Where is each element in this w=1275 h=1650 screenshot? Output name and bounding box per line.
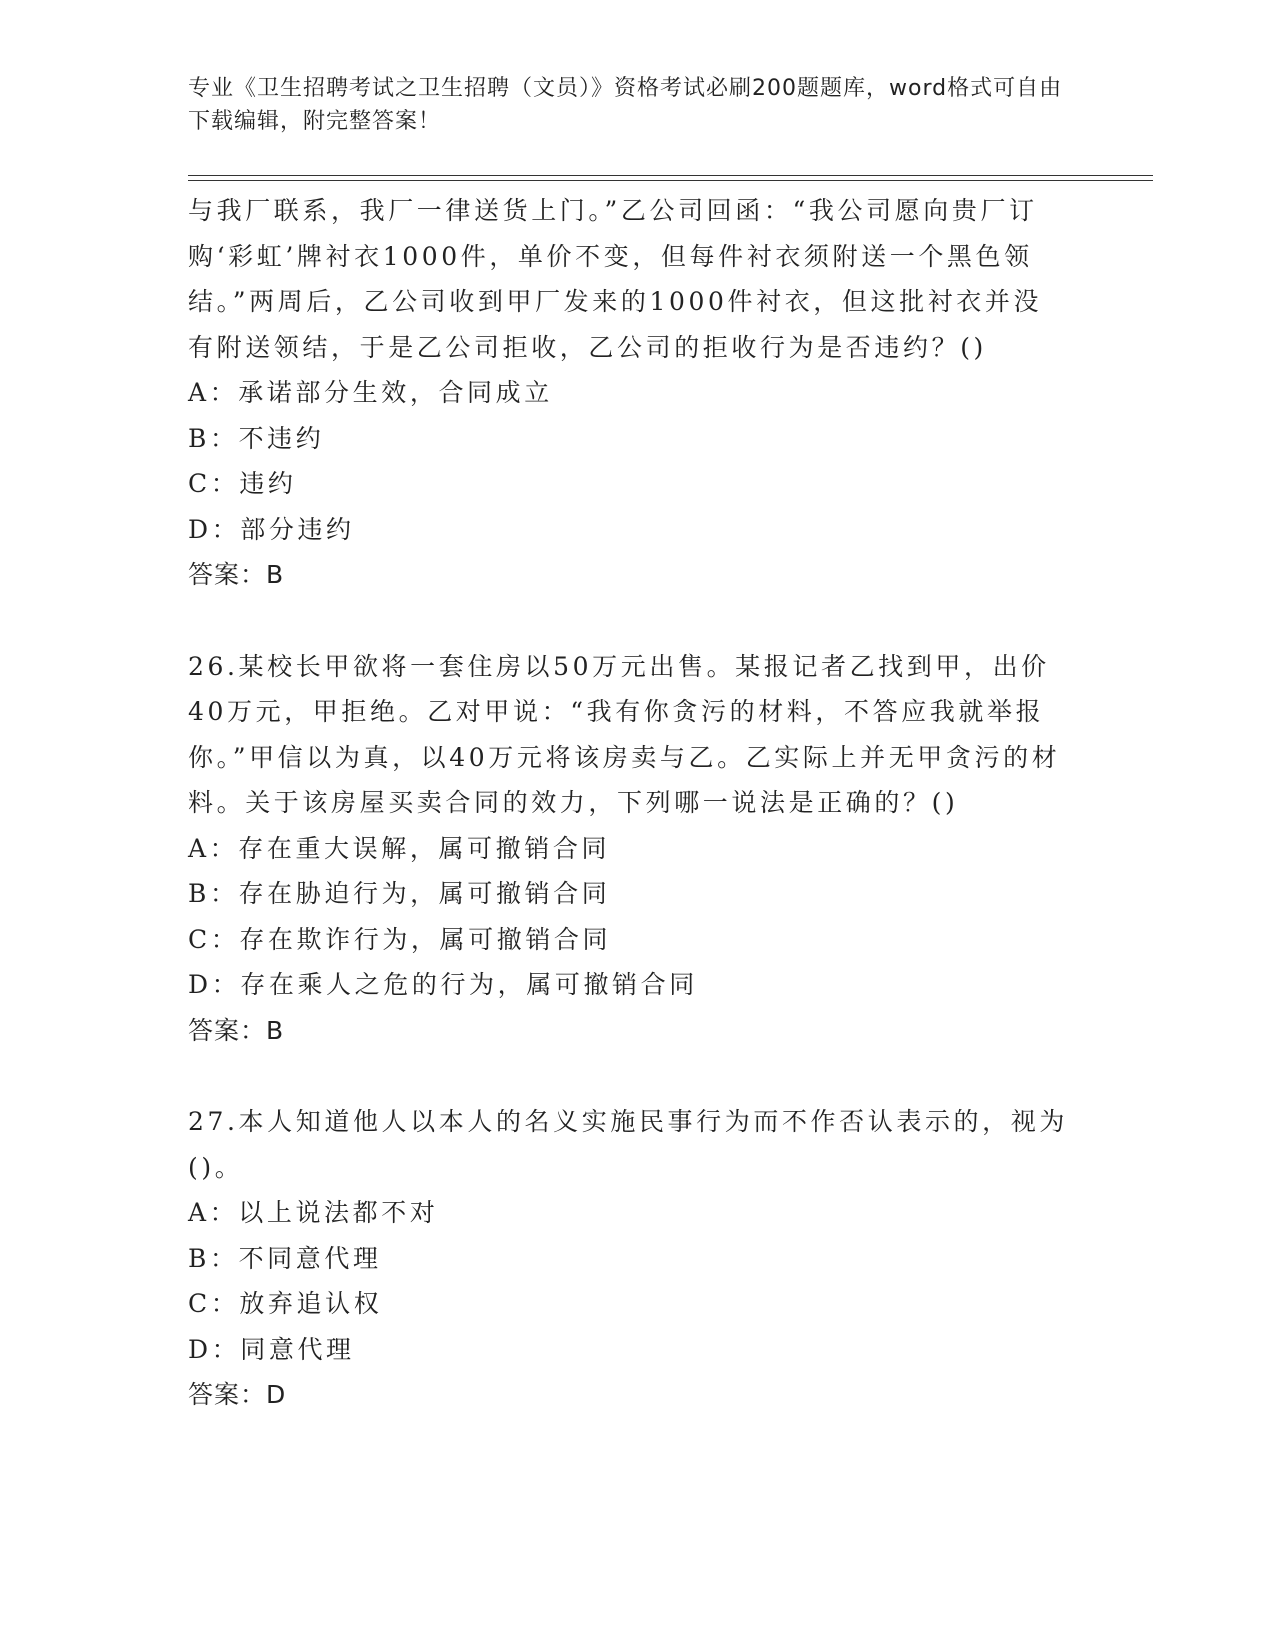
option-b: B：不同意代理 — [188, 1243, 382, 1273]
option-c: C：存在欺诈行为，属可撤销合同 — [188, 924, 612, 954]
document-header: 专业《卫生招聘考试之卫生招聘（文员）》资格考试必刷200题题库，word格式可自由下载编辑，附完整答案！ — [188, 76, 1063, 134]
option-d: D：存在乘人之危的行为，属可撤销合同 — [188, 970, 698, 999]
spacer — [188, 1053, 1068, 1099]
question-list — [188, 188, 1068, 1418]
option-d: D：同意代理 — [188, 1334, 355, 1364]
answer-line: 答案：D — [188, 1380, 287, 1409]
answer-line: 答案：B — [188, 560, 285, 589]
header-divider — [188, 175, 1153, 176]
option-c: C：违约 — [188, 469, 297, 498]
option-d: D：部分违约 — [188, 514, 355, 544]
option-a: A：以上说法都不对 — [188, 1198, 439, 1227]
answer-line: 答案：B — [188, 1015, 285, 1045]
question-block — [188, 644, 1068, 1054]
question-block — [188, 1099, 1068, 1418]
question-stem: 与我厂联系，我厂一律送货上门。”乙公司回函：“我公司愿向贵厂订购‘彩虹’牌衬衣1000件，单价不变，但每件衬衣须附送一个黑色领结。”两周后，乙公司收到甲厂发来的1000件衬衣，但这批衬衣并没有附送领结，于是乙公司拒收，乙公司的拒收行为是否违约？() — [188, 196, 1043, 362]
question-stem: 27.本人知道他人以本人的名义实施民事行为而不作否认表示的，视为()。 — [188, 1107, 1068, 1182]
header-divider — [188, 180, 1153, 181]
option-c: C：放弃追认权 — [188, 1289, 383, 1318]
option-b: B：不违约 — [188, 423, 325, 453]
spacer — [188, 598, 1068, 644]
question-block — [188, 188, 1068, 598]
option-a: A：存在重大误解，属可撤销合同 — [188, 833, 611, 863]
question-stem: 26.某校长甲欲将一套住房以50万元出售。某报记者乙找到甲，出价40万元，甲拒绝。乙对甲说：“我有你贪污的材料，不答应我就举报你。”甲信以为真，以40万元将该房卖与乙。乙实际上并无甲贪污的材料。关于该房屋买卖合同的效力，下列哪一说法是正确的？() — [188, 651, 1061, 817]
option-b: B：存在胁迫行为，属可撤销合同 — [188, 879, 611, 908]
option-a: A：承诺部分生效，合同成立 — [188, 378, 553, 407]
